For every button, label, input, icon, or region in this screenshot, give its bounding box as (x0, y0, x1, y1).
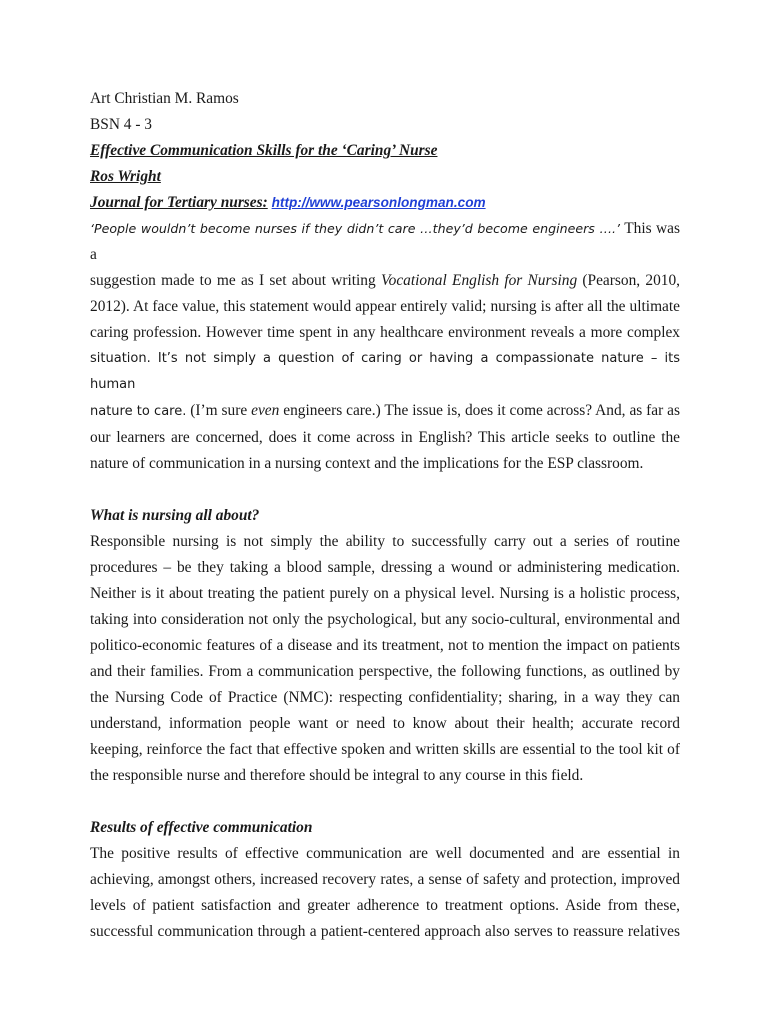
section1-line: procedures – be they taking a blood sample, dressing a wound or administering medication. (90, 559, 680, 576)
journal-label: Journal for Tertiary nurses: (90, 194, 268, 211)
section1-line: politico-economic features of a disease and its treatment, not to mention the impact on patients (90, 637, 680, 654)
section1-line: the responsible nurse and therefore should be integral to any course in this field. (90, 767, 584, 784)
section2-line: levels of patient satisfaction and greater adherence to treatment options. Aside from these, (90, 897, 680, 914)
opening-quote: ‘People wouldn’t become nurses if they didn’t care …they’d become engineers ….’ (90, 221, 621, 236)
section2-line: The positive results of effective communication are well documented and are essential in (90, 845, 680, 862)
intro-line-1: ‘People wouldn’t become nurses if they didn’t care …they’d become engineers ….’ This was a (90, 220, 680, 263)
article-author: Ros Wright (90, 168, 161, 185)
section2-line: achieving, amongst others, increased recovery rates, a sense of safety and protection, improved (90, 871, 680, 888)
section1-line: the Nursing Code of Practice (NMC): respecting confidentiality; sharing, in a way they can (90, 689, 680, 706)
intro-line-2: suggestion made to me as I set about writing Vocational English for Nursing (Pearson, 2010, (90, 272, 680, 289)
intro-line-5: situation. It’s not simply a question of caring or having a compassionate nature – its human (90, 351, 680, 392)
intro-line-7: our learners are concerned, does it come across in English? This article seeks to outline the (90, 429, 680, 446)
article-title: Effective Communication Skills for the ‘Caring’ Nurse (90, 142, 438, 159)
class-section: BSN 4 - 3 (90, 116, 152, 133)
section1-line: keeping, reinforce the fact that effective spoken and written skills are essential to the tool kit of (90, 741, 680, 758)
section1-paragraph (90, 529, 680, 789)
section2-line: successful communication through a patient-centered approach also serves to reassure relatives (90, 923, 680, 940)
section1-line: and their families. From a communication perspective, the following functions, as outlined by (90, 663, 680, 680)
section2-paragraph (90, 841, 680, 945)
book-title: Vocational English for Nursing (380, 272, 578, 289)
intro-line-3: 2012). At face value, this statement would appear entirely valid; nursing is after all the ultimate (90, 298, 680, 315)
section1-line: understand, information people want or need to know about their health; accurate record (90, 715, 680, 732)
intro-line-4: caring profession. However time spent in any healthcare environment reveals a more complex (90, 324, 680, 341)
section1-line: Neither is it about treating the patient purely on a physical level. Nursing is a holistic process, (90, 585, 680, 602)
journal-line (90, 190, 680, 216)
section-heading-results: Results of effective communication (90, 819, 313, 836)
intro-line-8: nature of communication in a nursing context and the implications for the ESP classroom. (90, 455, 644, 472)
intro-paragraph (90, 216, 680, 477)
section1-line: taking into consideration not only the psychological, but any socio-cultural, environmental and (90, 611, 680, 628)
author-name: Art Christian M. Ramos (90, 90, 239, 107)
section1-line: Responsible nursing is not simply the ability to successfully carry out a series of routine (90, 533, 680, 550)
intro-line-6: nature to care. (I’m sure even engineers care.) The issue is, does it come across? And, as far as (90, 402, 680, 419)
section-heading-nursing: What is nursing all about? (90, 507, 260, 524)
journal-link[interactable]: http://www.pearsonlongman.com (271, 195, 486, 210)
